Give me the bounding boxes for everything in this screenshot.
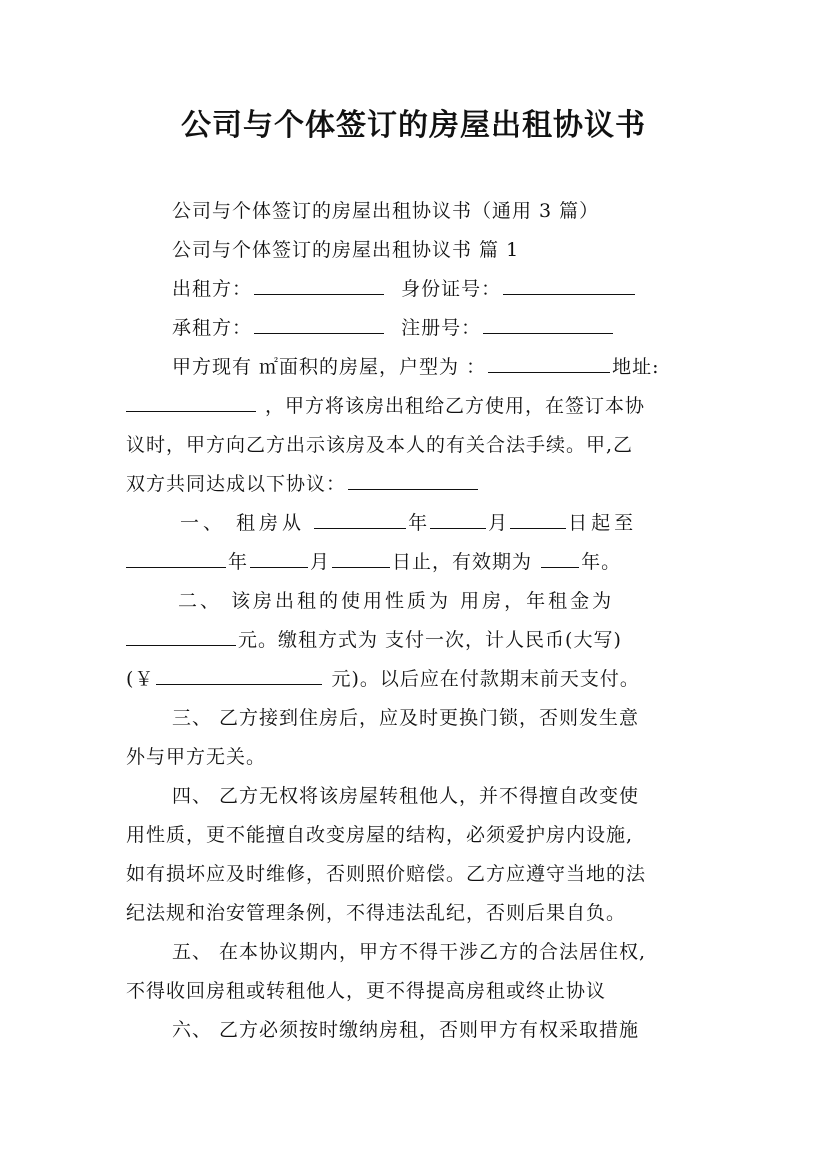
clause-4-line-1: 四、 乙方无权将该房屋转租他人，并不得擅自改变使 (172, 785, 640, 807)
c1-day-from: 日起至 (568, 512, 638, 534)
clause-4-line-4: 纪法规和治安管理条例，不得违法乱纪，否则后果自负。 (126, 902, 627, 924)
clause-6-line-1: 六、 乙方必须按时缴纳房租，否则甲方有权采取措施 (172, 1019, 640, 1041)
p1-text-e: 双方共同达成以下协议： (126, 473, 347, 495)
lessor-label: 出租方： (172, 278, 253, 300)
address-blank (126, 389, 256, 412)
section-heading: 公司与个体签订的房屋出租协议书 篇 1 (172, 239, 520, 261)
p1-text-c: ，甲方将该房出租给乙方使用，在签订本协 (265, 395, 646, 417)
paragraph-1-line-3: 议时，甲方向乙方出示该房及本人的有关合法手续。甲,乙 (126, 434, 634, 456)
c1-b-month: 月 (310, 551, 331, 573)
lessee-blank (254, 311, 384, 334)
p1-text-a: 甲方现有 ㎡面积的房屋，户型为 ： (172, 356, 487, 378)
end-day-blank (332, 545, 390, 568)
c1-b-end: 日止，有效期为 (392, 551, 533, 573)
lessee-label: 承租方： (172, 317, 253, 339)
paragraph-1-line-1 (172, 349, 706, 385)
lessor-blank (254, 272, 384, 295)
start-year-blank (314, 506, 406, 529)
clause-3-line-2: 外与甲方无关。 (126, 746, 267, 768)
reg-label: 注册号： (401, 317, 482, 339)
start-month-blank (430, 506, 486, 529)
clause-5-line-1: 五、 在本协议期内，甲方不得干涉乙方的合法居住权, (172, 941, 647, 963)
c1-text-a: 一、 租房从 (180, 512, 306, 534)
start-day-blank (510, 506, 566, 529)
annual-rent-blank (126, 623, 236, 646)
c2-text-b: 元。缴租方式为 支付一次，计人民币(大写) (238, 629, 622, 651)
lessee-line (172, 310, 706, 346)
document-subtitle: 公司与个体签订的房屋出租协议书（通用 3 篇） (172, 200, 600, 222)
clause-5-line-2: 不得收回房租或转租他人，更不得提高房租或终止协议 (126, 980, 607, 1002)
agreement-blank (348, 467, 478, 490)
rmb-amount-blank (156, 662, 322, 685)
p1-text-b: 地址: (612, 356, 660, 378)
c1-b-unit: 年。 (581, 551, 622, 573)
lessor-line (172, 271, 706, 307)
clause-4-line-3: 如有损坏应及时维修，否则照价赔偿。乙方应遵守当地的法 (126, 863, 647, 885)
c2-text-open: (￥ (126, 668, 155, 690)
clause-2-line-2 (126, 622, 706, 658)
clause-2-line-1: 二、 该房出租的使用性质为 用房，年租金为 (178, 590, 615, 612)
c2-text-close: 元)。以后应在付款期末前天支付。 (324, 668, 640, 690)
reg-blank (483, 311, 613, 334)
clause-1-line-1 (180, 505, 702, 541)
id-label: 身份证号： (401, 278, 502, 300)
paragraph-1-line-2 (126, 388, 706, 424)
clause-4-line-2: 用性质，更不能擅自改变房屋的结构，必须爱护房内设施, (126, 824, 634, 846)
document-title: 公司与个体签订的房屋出租协议书 (181, 108, 646, 143)
id-blank (503, 272, 635, 295)
clause-3-line-1: 三、 乙方接到住房后，应及时更换门锁，否则发生意 (172, 707, 640, 729)
c1-b-year: 年 (228, 551, 249, 573)
clause-1-line-2 (126, 544, 706, 580)
paragraph-1-line-4 (126, 466, 706, 502)
c1-year: 年 (408, 512, 429, 534)
end-year-blank (126, 545, 226, 568)
unit-type-blank (488, 350, 610, 373)
end-month-blank (250, 545, 308, 568)
validity-blank (541, 545, 579, 568)
c1-month: 月 (488, 512, 509, 534)
clause-2-line-3 (126, 661, 706, 697)
